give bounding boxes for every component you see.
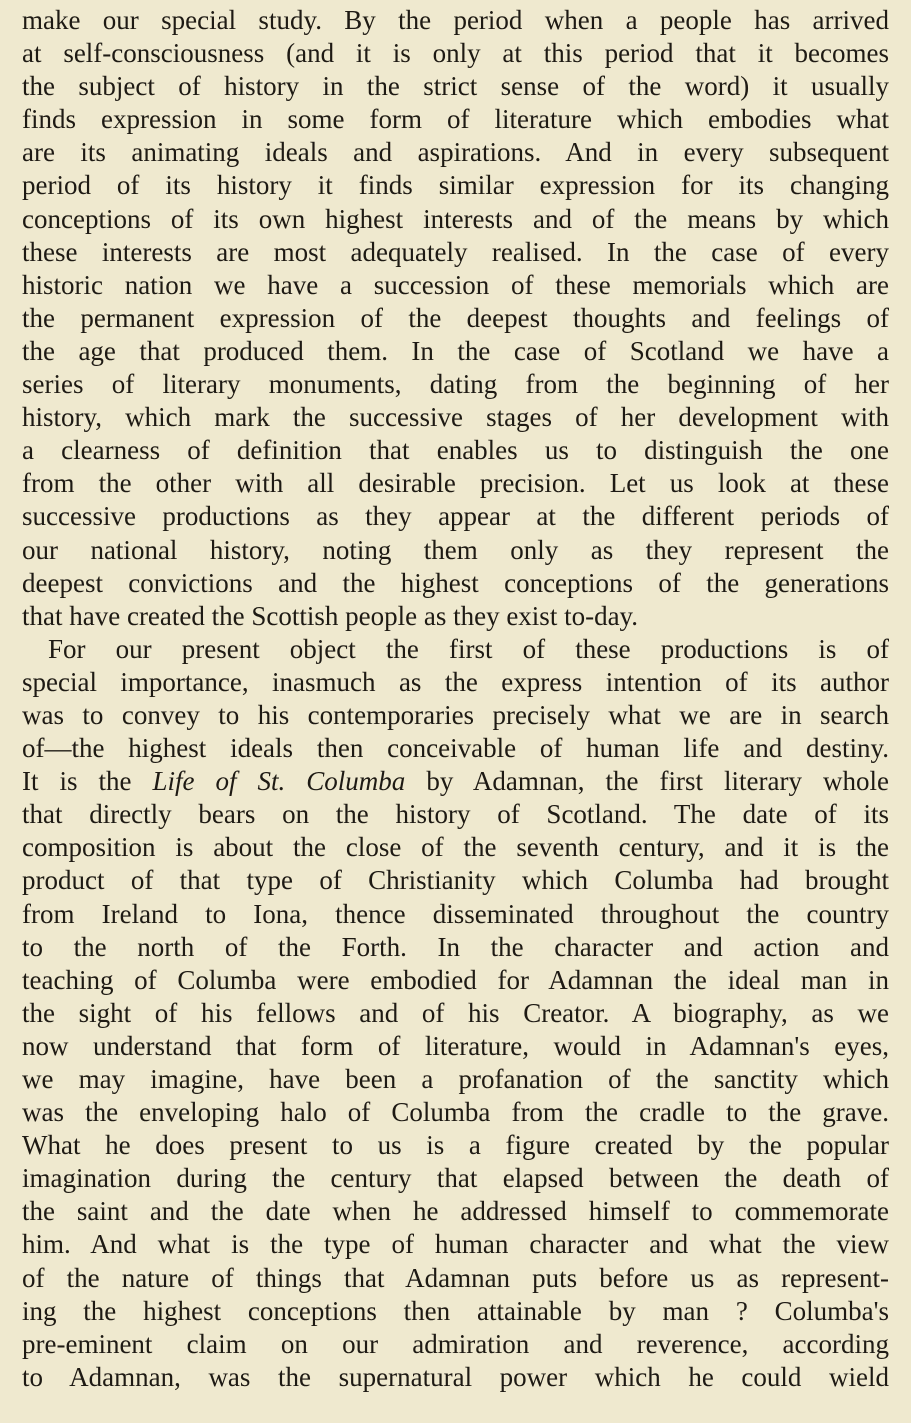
text-line: [22, 169, 889, 202]
text-line: [22, 236, 889, 269]
text-line: [22, 666, 889, 699]
text-line-content: history, which mark the successive stages of her development with: [22, 402, 889, 433]
book-page-text: [22, 4, 889, 1394]
text-line-content: series of literary monuments, dating from the beginning of her: [22, 369, 889, 400]
text-line: [22, 765, 889, 798]
text-line-content: the sight of his fellows and of his Creator. A biography, as we: [22, 997, 889, 1028]
text-line: [22, 37, 889, 70]
text-line-content: was the enveloping halo of Columba from the cradle to the grave.: [22, 1097, 889, 1128]
text-line-content: now understand that form of literature, would in Adamnan's eyes,: [22, 1030, 889, 1061]
text-line-content: are its animating ideals and aspirations. And in every subsequent: [22, 137, 889, 168]
text-line: [22, 4, 889, 37]
text-line: [22, 302, 889, 335]
text-line: [22, 633, 889, 666]
text-line: [22, 1129, 889, 1162]
text-line-content: these interests are most adequately realised. In the case of every: [22, 236, 889, 267]
text-line-content: of—the highest ideals then conceivable of human life and destiny.: [22, 733, 889, 764]
text-segment: It is the: [22, 766, 153, 797]
text-line: [22, 1063, 889, 1096]
text-line: [22, 567, 889, 600]
text-line: [22, 269, 889, 302]
text-line: [22, 434, 889, 467]
text-line-content: we may imagine, have been a profanation of the sanctity which: [22, 1064, 889, 1094]
text-line: [22, 368, 889, 401]
text-line-content: a clearness of definition that enables us to distinguish the one: [22, 435, 889, 466]
text-line: [22, 732, 889, 765]
text-line-content: For our present object the first of these productions is of: [48, 633, 889, 664]
text-line-content: pre-eminent claim on our admiration and reverence, according: [22, 1328, 889, 1359]
text-line: [22, 898, 889, 931]
text-line-content: the subject of history in the strict sense of the word) it usually: [22, 71, 889, 102]
text-line-content: composition is about the close of the seventh century, and it is the: [22, 832, 889, 863]
text-line: [22, 931, 889, 964]
text-line: [22, 1030, 889, 1063]
text-line-content: conceptions of its own highest interests and of the means by which: [22, 203, 889, 234]
text-line: [22, 203, 889, 236]
text-line: [22, 467, 889, 500]
text-line: [22, 335, 889, 368]
text-line-content: the permanent expression of the deepest thoughts and feelings of: [22, 302, 889, 333]
text-line: [22, 70, 889, 103]
text-line: [22, 136, 889, 169]
text-line: [22, 997, 889, 1030]
text-line-content: successive productions as they appear at the different periods of: [22, 501, 889, 532]
text-line-content: him. And what is the type of human character and what the view: [22, 1229, 889, 1260]
text-line: [22, 534, 889, 567]
text-line: [22, 699, 889, 732]
text-line-content: imagination during the century that elapsed between the death of: [22, 1163, 889, 1194]
text-line: [22, 500, 889, 533]
text-line-content: [22, 765, 889, 798]
text-line-content: of the nature of things that Adamnan puts before us as represent-: [22, 1262, 889, 1293]
text-line-content: that directly bears on the history of Scotland. The date of its: [22, 799, 889, 830]
text-line: [22, 1096, 889, 1129]
text-line-content: ing the highest conceptions then attainable by man ? Columba's: [22, 1295, 889, 1326]
text-line: [22, 1262, 889, 1295]
text-line: [22, 1361, 889, 1394]
text-line-content: special importance, inasmuch as the express intention of its author: [22, 666, 889, 697]
text-line-content: teaching of Columba were embodied for Adamnan the ideal man in: [22, 964, 889, 995]
text-line: [22, 1228, 889, 1261]
text-line-content: was to convey to his contemporaries precisely what we are in search: [22, 699, 889, 730]
text-line-content: period of its history it finds similar expression for its changing: [22, 170, 889, 201]
text-line-content: our national history, noting them only as they represent the: [22, 534, 889, 565]
text-line-content: make our special study. By the period when a people has arrived: [22, 5, 889, 35]
text-line: [22, 1328, 889, 1361]
text-line-content: deepest convictions and the highest conceptions of the generations: [22, 567, 889, 598]
text-line-content: the age that produced them. In the case of Scotland we have a: [22, 335, 889, 366]
text-line: [22, 1195, 889, 1228]
text-line-content: What he does present to us is a figure created by the popular: [22, 1130, 889, 1161]
text-line: [22, 600, 889, 633]
text-line-content: from the other with all desirable precision. Let us look at these: [22, 468, 889, 499]
text-line: [22, 1162, 889, 1195]
text-line: [22, 964, 889, 997]
text-line-content: from Ireland to Iona, thence disseminated throughout the country: [22, 898, 889, 929]
text-line-content: product of that type of Christianity which Columba had brought: [22, 865, 889, 896]
italic-title: Life of St. Columba: [152, 766, 406, 797]
text-line-content: that have created the Scottish people as they exist to-day.: [22, 600, 639, 631]
text-segment: by Adamnan, the first literary whole: [405, 766, 889, 797]
text-line: [22, 864, 889, 897]
text-line-content: historic nation we have a succession of these memorials which are: [22, 269, 889, 300]
text-line: [22, 103, 889, 136]
text-line: [22, 831, 889, 864]
text-line-content: at self-consciousness (and it is only at this period that it becomes: [22, 38, 889, 69]
text-line: [22, 401, 889, 434]
text-line-content: to the north of the Forth. In the character and action and: [22, 931, 889, 962]
text-line: [22, 798, 889, 831]
text-line: [22, 1295, 889, 1328]
text-line-content: the saint and the date when he addressed himself to commemorate: [22, 1196, 889, 1227]
text-line-content: finds expression in some form of literature which embodies what: [22, 104, 889, 135]
text-line-content: to Adamnan, was the supernatural power which he could wield: [22, 1361, 889, 1392]
